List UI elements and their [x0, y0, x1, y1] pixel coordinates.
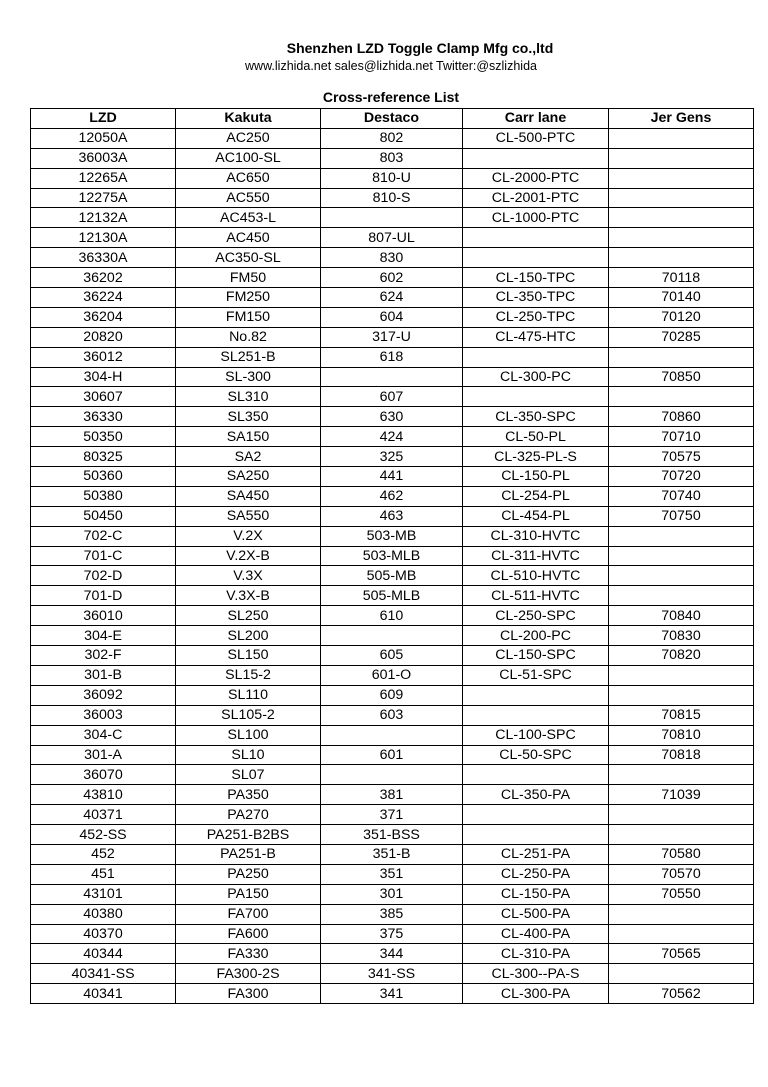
cell-kakuta: PA251-B — [176, 844, 321, 864]
cell-carr-lane: CL-311-HVTC — [463, 546, 609, 566]
cell-kakuta: SA150 — [176, 427, 321, 447]
table-row — [31, 188, 754, 208]
cell-lzd: 43101 — [31, 884, 176, 904]
table-row — [31, 984, 754, 1004]
cell-kakuta: SL251-B — [176, 347, 321, 367]
column-header-jer-gens: Jer Gens — [609, 109, 754, 129]
cell-jer-gens — [609, 805, 754, 825]
cell-lzd: 12275A — [31, 188, 176, 208]
table-row — [31, 805, 754, 825]
cell-lzd: 40371 — [31, 805, 176, 825]
cell-destaco: 375 — [321, 924, 463, 944]
table-row — [31, 924, 754, 944]
cell-jer-gens — [609, 904, 754, 924]
cell-destaco: 604 — [321, 307, 463, 327]
cell-jer-gens: 70120 — [609, 307, 754, 327]
cell-carr-lane: CL-251-PA — [463, 844, 609, 864]
table-row — [31, 506, 754, 526]
cell-jer-gens — [609, 665, 754, 685]
cell-lzd: 701-D — [31, 586, 176, 606]
table-row — [31, 347, 754, 367]
cell-destaco: 609 — [321, 685, 463, 705]
cell-jer-gens — [609, 964, 754, 984]
table-row — [31, 646, 754, 666]
cell-lzd: 12130A — [31, 228, 176, 248]
cell-lzd: 702-C — [31, 526, 176, 546]
cell-jer-gens: 70830 — [609, 626, 754, 646]
cell-kakuta: PA350 — [176, 785, 321, 805]
cell-kakuta: SL110 — [176, 685, 321, 705]
cell-lzd: 50350 — [31, 427, 176, 447]
cell-carr-lane: CL-511-HVTC — [463, 586, 609, 606]
cell-lzd: 40341 — [31, 984, 176, 1004]
cell-kakuta: FM50 — [176, 268, 321, 288]
cell-destaco: 802 — [321, 128, 463, 148]
cell-lzd: 304-C — [31, 725, 176, 745]
cell-jer-gens: 70740 — [609, 486, 754, 506]
cell-jer-gens: 70750 — [609, 506, 754, 526]
cell-jer-gens — [609, 765, 754, 785]
cell-destaco: 624 — [321, 288, 463, 308]
cell-jer-gens — [609, 208, 754, 228]
cell-destaco: 503-MB — [321, 526, 463, 546]
cell-carr-lane: CL-50-SPC — [463, 745, 609, 765]
table-row — [31, 745, 754, 765]
cell-jer-gens — [609, 685, 754, 705]
cell-kakuta: PA270 — [176, 805, 321, 825]
cell-kakuta: AC250 — [176, 128, 321, 148]
column-header-kakuta: Kakuta — [176, 109, 321, 129]
cell-kakuta: AC550 — [176, 188, 321, 208]
cell-destaco: 463 — [321, 506, 463, 526]
cell-jer-gens: 70710 — [609, 427, 754, 447]
table-row — [31, 725, 754, 745]
cell-carr-lane: CL-500-PA — [463, 904, 609, 924]
cell-jer-gens — [609, 387, 754, 407]
cell-kakuta: AC100-SL — [176, 148, 321, 168]
cell-destaco: 807-UL — [321, 228, 463, 248]
cell-lzd: 30607 — [31, 387, 176, 407]
cell-carr-lane — [463, 765, 609, 785]
cell-jer-gens: 70820 — [609, 646, 754, 666]
cell-kakuta: SA2 — [176, 447, 321, 467]
cell-destaco: 441 — [321, 467, 463, 487]
cell-kakuta: SA450 — [176, 486, 321, 506]
cell-lzd: 80325 — [31, 447, 176, 467]
table-row — [31, 427, 754, 447]
cell-kakuta: SL310 — [176, 387, 321, 407]
cell-destaco: 317-U — [321, 327, 463, 347]
cell-kakuta: AC350-SL — [176, 248, 321, 268]
cell-carr-lane: CL-454-PL — [463, 506, 609, 526]
cell-lzd: 701-C — [31, 546, 176, 566]
cell-destaco: 601 — [321, 745, 463, 765]
cell-jer-gens — [609, 566, 754, 586]
cell-destaco: 505-MB — [321, 566, 463, 586]
cell-kakuta: SL250 — [176, 606, 321, 626]
cell-jer-gens: 70840 — [609, 606, 754, 626]
cell-carr-lane — [463, 705, 609, 725]
cell-lzd: 36003 — [31, 705, 176, 725]
cell-jer-gens: 70550 — [609, 884, 754, 904]
table-row — [31, 606, 754, 626]
cell-carr-lane: CL-50-PL — [463, 427, 609, 447]
table-row — [31, 586, 754, 606]
cell-carr-lane: CL-1000-PTC — [463, 208, 609, 228]
cell-lzd: 36330 — [31, 407, 176, 427]
cell-carr-lane — [463, 685, 609, 705]
table-row — [31, 705, 754, 725]
cell-destaco — [321, 208, 463, 228]
cell-jer-gens: 70565 — [609, 944, 754, 964]
cell-jer-gens — [609, 526, 754, 546]
cell-destaco: 344 — [321, 944, 463, 964]
cell-kakuta: SL-300 — [176, 367, 321, 387]
table-row — [31, 785, 754, 805]
cell-jer-gens: 70118 — [609, 268, 754, 288]
cell-jer-gens: 70562 — [609, 984, 754, 1004]
cell-lzd: 36330A — [31, 248, 176, 268]
cell-kakuta: SL10 — [176, 745, 321, 765]
cell-carr-lane: CL-200-PC — [463, 626, 609, 646]
cell-kakuta: V.2X-B — [176, 546, 321, 566]
cell-carr-lane: CL-300-PA — [463, 984, 609, 1004]
cell-carr-lane: CL-250-PA — [463, 864, 609, 884]
cell-carr-lane: CL-350-TPC — [463, 288, 609, 308]
cell-kakuta: FA700 — [176, 904, 321, 924]
cell-lzd: 12265A — [31, 168, 176, 188]
cell-lzd: 36003A — [31, 148, 176, 168]
cell-destaco: 830 — [321, 248, 463, 268]
cell-lzd: 452-SS — [31, 825, 176, 845]
cell-lzd: 50360 — [31, 467, 176, 487]
cell-carr-lane — [463, 248, 609, 268]
cell-kakuta: PA251-B2BS — [176, 825, 321, 845]
cell-lzd: 43810 — [31, 785, 176, 805]
cell-destaco: 810-U — [321, 168, 463, 188]
cell-carr-lane: CL-150-PA — [463, 884, 609, 904]
cell-lzd: 304-H — [31, 367, 176, 387]
table-row — [31, 844, 754, 864]
cell-kakuta: SL15-2 — [176, 665, 321, 685]
table-row — [31, 228, 754, 248]
table-row — [31, 168, 754, 188]
cell-jer-gens — [609, 228, 754, 248]
cell-kakuta: SA550 — [176, 506, 321, 526]
cell-jer-gens: 70810 — [609, 725, 754, 745]
cell-jer-gens — [609, 248, 754, 268]
cell-destaco: 351-B — [321, 844, 463, 864]
company-name: Shenzhen LZD Toggle Clamp Mfg co.,ltd — [286, 40, 554, 56]
cell-kakuta: SL200 — [176, 626, 321, 646]
cell-lzd: 36010 — [31, 606, 176, 626]
table-row — [31, 825, 754, 845]
cell-kakuta: FM150 — [176, 307, 321, 327]
cell-kakuta: V.2X — [176, 526, 321, 546]
cell-carr-lane: CL-150-TPC — [463, 268, 609, 288]
table-row — [31, 765, 754, 785]
cell-lzd: 40380 — [31, 904, 176, 924]
table-row — [31, 566, 754, 586]
table-row — [31, 864, 754, 884]
cross-reference-table — [30, 108, 754, 1004]
table-row — [31, 387, 754, 407]
cell-jer-gens — [609, 924, 754, 944]
cell-carr-lane — [463, 347, 609, 367]
table-row — [31, 944, 754, 964]
cell-lzd: 36224 — [31, 288, 176, 308]
cell-carr-lane: CL-300--PA-S — [463, 964, 609, 984]
table-row — [31, 626, 754, 646]
header-row — [31, 109, 754, 129]
cell-carr-lane: CL-300-PC — [463, 367, 609, 387]
table-row — [31, 486, 754, 506]
cell-jer-gens: 70575 — [609, 447, 754, 467]
cell-destaco: 605 — [321, 646, 463, 666]
cell-lzd: 36204 — [31, 307, 176, 327]
cell-jer-gens — [609, 188, 754, 208]
cell-lzd: 12132A — [31, 208, 176, 228]
cell-carr-lane: CL-100-SPC — [463, 725, 609, 745]
cell-carr-lane: CL-254-PL — [463, 486, 609, 506]
table-row — [31, 208, 754, 228]
cell-carr-lane: CL-510-HVTC — [463, 566, 609, 586]
cell-kakuta: AC650 — [176, 168, 321, 188]
cell-jer-gens: 70570 — [609, 864, 754, 884]
table-row — [31, 884, 754, 904]
cell-lzd: 36070 — [31, 765, 176, 785]
contact-line: www.lizhida.net sales@lizhida.net Twitter:@szlizhida — [245, 59, 537, 73]
cell-destaco: 630 — [321, 407, 463, 427]
cell-kakuta: FA330 — [176, 944, 321, 964]
cell-destaco: 602 — [321, 268, 463, 288]
cell-destaco: 610 — [321, 606, 463, 626]
cell-destaco: 601-O — [321, 665, 463, 685]
cell-destaco: 603 — [321, 705, 463, 725]
cell-destaco — [321, 626, 463, 646]
cell-jer-gens — [609, 347, 754, 367]
cell-carr-lane: CL-2000-PTC — [463, 168, 609, 188]
cell-kakuta: SL07 — [176, 765, 321, 785]
cell-carr-lane — [463, 228, 609, 248]
cell-destaco: 341 — [321, 984, 463, 1004]
cell-jer-gens — [609, 148, 754, 168]
cell-lzd: 40344 — [31, 944, 176, 964]
column-header-carr-lane: Carr lane — [463, 109, 609, 129]
cell-destaco: 424 — [321, 427, 463, 447]
cell-carr-lane: CL-250-SPC — [463, 606, 609, 626]
cell-jer-gens — [609, 168, 754, 188]
table-row — [31, 268, 754, 288]
cell-carr-lane: CL-475-HTC — [463, 327, 609, 347]
cell-carr-lane: CL-350-SPC — [463, 407, 609, 427]
cell-kakuta: FA300-2S — [176, 964, 321, 984]
cell-kakuta: FA300 — [176, 984, 321, 1004]
cell-jer-gens: 70860 — [609, 407, 754, 427]
cell-lzd: 301-B — [31, 665, 176, 685]
cell-lzd: 301-A — [31, 745, 176, 765]
cell-lzd: 12050A — [31, 128, 176, 148]
cell-jer-gens — [609, 128, 754, 148]
cell-jer-gens — [609, 586, 754, 606]
cell-lzd: 40341-SS — [31, 964, 176, 984]
cell-kakuta: V.3X — [176, 566, 321, 586]
cell-jer-gens: 70850 — [609, 367, 754, 387]
cell-destaco: 810-S — [321, 188, 463, 208]
cell-jer-gens: 70285 — [609, 327, 754, 347]
cell-carr-lane: CL-400-PA — [463, 924, 609, 944]
column-header-lzd: LZD — [31, 109, 176, 129]
cell-carr-lane: CL-500-PTC — [463, 128, 609, 148]
cell-carr-lane: CL-51-SPC — [463, 665, 609, 685]
cell-lzd: 36202 — [31, 268, 176, 288]
cell-destaco — [321, 367, 463, 387]
cell-destaco: 371 — [321, 805, 463, 825]
cell-carr-lane — [463, 148, 609, 168]
table-row — [31, 407, 754, 427]
cell-carr-lane: CL-350-PA — [463, 785, 609, 805]
cell-carr-lane: CL-310-PA — [463, 944, 609, 964]
table-row — [31, 327, 754, 347]
cell-kakuta: SL105-2 — [176, 705, 321, 725]
cell-kakuta: SA250 — [176, 467, 321, 487]
cell-jer-gens: 70815 — [609, 705, 754, 725]
cell-lzd: 50450 — [31, 506, 176, 526]
table-row — [31, 128, 754, 148]
cell-kakuta: PA150 — [176, 884, 321, 904]
document-title: Cross-reference List — [322, 89, 460, 105]
table-row — [31, 526, 754, 546]
cell-kakuta: SL100 — [176, 725, 321, 745]
cell-lzd: 50380 — [31, 486, 176, 506]
cell-lzd: 702-D — [31, 566, 176, 586]
cell-lzd: 36012 — [31, 347, 176, 367]
cell-destaco: 385 — [321, 904, 463, 924]
cell-destaco: 462 — [321, 486, 463, 506]
cell-carr-lane: CL-150-SPC — [463, 646, 609, 666]
cell-kakuta: No.82 — [176, 327, 321, 347]
cell-lzd: 20820 — [31, 327, 176, 347]
cell-destaco — [321, 765, 463, 785]
cell-destaco: 351-BSS — [321, 825, 463, 845]
cell-carr-lane — [463, 387, 609, 407]
cell-destaco: 503-MLB — [321, 546, 463, 566]
table-row — [31, 685, 754, 705]
cell-jer-gens: 70720 — [609, 467, 754, 487]
cell-jer-gens — [609, 546, 754, 566]
cell-kakuta: V.3X-B — [176, 586, 321, 606]
cell-kakuta: SL150 — [176, 646, 321, 666]
cell-lzd: 302-F — [31, 646, 176, 666]
table-row — [31, 964, 754, 984]
cell-carr-lane: CL-2001-PTC — [463, 188, 609, 208]
cell-destaco: 607 — [321, 387, 463, 407]
cell-kakuta: SL350 — [176, 407, 321, 427]
table-row — [31, 665, 754, 685]
table-row — [31, 248, 754, 268]
table-row — [31, 467, 754, 487]
cell-carr-lane: CL-310-HVTC — [463, 526, 609, 546]
cell-carr-lane: CL-325-PL-S — [463, 447, 609, 467]
cell-destaco: 618 — [321, 347, 463, 367]
cell-kakuta: AC450 — [176, 228, 321, 248]
cell-carr-lane: CL-250-TPC — [463, 307, 609, 327]
cell-destaco: 381 — [321, 785, 463, 805]
cell-destaco: 301 — [321, 884, 463, 904]
cell-carr-lane — [463, 805, 609, 825]
table-row — [31, 904, 754, 924]
cell-jer-gens — [609, 825, 754, 845]
cell-carr-lane — [463, 825, 609, 845]
cell-destaco: 351 — [321, 864, 463, 884]
cell-jer-gens: 70140 — [609, 288, 754, 308]
cell-kakuta: FA600 — [176, 924, 321, 944]
cell-kakuta: AC453-L — [176, 208, 321, 228]
cell-destaco: 803 — [321, 148, 463, 168]
cell-jer-gens: 71039 — [609, 785, 754, 805]
cell-destaco: 325 — [321, 447, 463, 467]
cell-kakuta: FM250 — [176, 288, 321, 308]
table-row — [31, 367, 754, 387]
cell-lzd: 452 — [31, 844, 176, 864]
cell-lzd: 36092 — [31, 685, 176, 705]
cell-lzd: 451 — [31, 864, 176, 884]
cell-lzd: 304-E — [31, 626, 176, 646]
cell-jer-gens: 70818 — [609, 745, 754, 765]
column-header-destaco: Destaco — [321, 109, 463, 129]
cell-destaco: 505-MLB — [321, 586, 463, 606]
table-row — [31, 307, 754, 327]
table-row — [31, 546, 754, 566]
cell-destaco — [321, 725, 463, 745]
table-row — [31, 148, 754, 168]
cell-carr-lane: CL-150-PL — [463, 467, 609, 487]
table-row — [31, 447, 754, 467]
cell-lzd: 40370 — [31, 924, 176, 944]
cell-kakuta: PA250 — [176, 864, 321, 884]
cell-jer-gens: 70580 — [609, 844, 754, 864]
table-row — [31, 288, 754, 308]
cell-destaco: 341-SS — [321, 964, 463, 984]
